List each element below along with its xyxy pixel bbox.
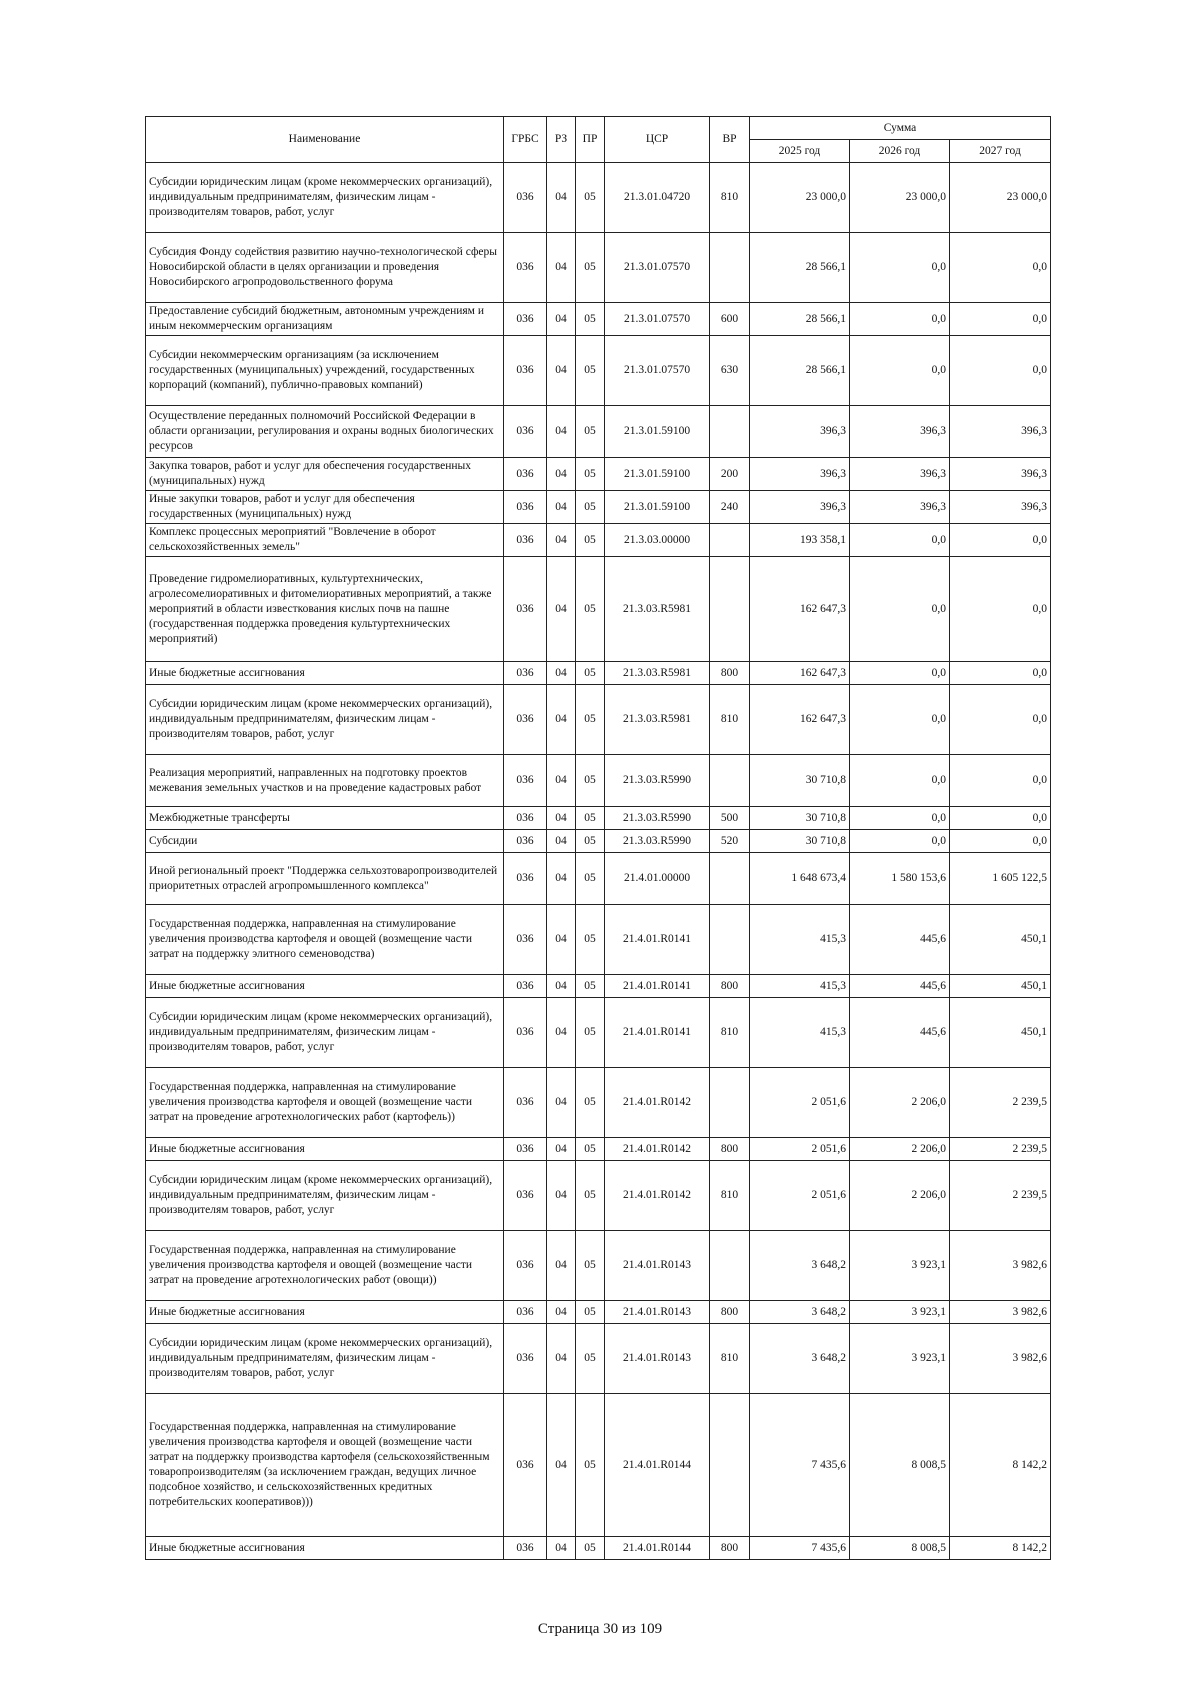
cell-rz: 04 xyxy=(547,406,576,458)
cell-csr: 21.3.03.R5981 xyxy=(605,685,710,755)
cell-y2027: 450,1 xyxy=(950,905,1051,975)
table-row xyxy=(146,975,1051,998)
cell-csr: 21.3.01.04720 xyxy=(605,163,710,233)
cell-y2026: 445,6 xyxy=(850,975,950,998)
cell-y2027: 2 239,5 xyxy=(950,1068,1051,1138)
cell-y2026: 0,0 xyxy=(850,755,950,807)
table-row xyxy=(146,406,1051,458)
cell-grbs: 036 xyxy=(504,163,547,233)
cell-pr: 05 xyxy=(576,1537,605,1560)
cell-y2027: 8 142,2 xyxy=(950,1394,1051,1537)
cell-vr: 800 xyxy=(710,662,750,685)
cell-y2025: 28 566,1 xyxy=(750,336,850,406)
cell-grbs: 036 xyxy=(504,406,547,458)
cell-y2026: 0,0 xyxy=(850,685,950,755)
table-row xyxy=(146,1138,1051,1161)
cell-vr: 810 xyxy=(710,998,750,1068)
cell-csr: 21.3.03.R5981 xyxy=(605,557,710,662)
cell-pr: 05 xyxy=(576,755,605,807)
cell-name: Субсидии юридическим лицам (кроме некоммерческих организаций), индивидуальным предпринимателям, физическим лицам - производителям товаров, работ, услуг xyxy=(146,685,504,755)
cell-y2025: 23 000,0 xyxy=(750,163,850,233)
cell-y2027: 0,0 xyxy=(950,662,1051,685)
cell-vr: 200 xyxy=(710,458,750,491)
cell-vr xyxy=(710,1231,750,1301)
cell-rz: 04 xyxy=(547,491,576,524)
cell-y2026: 0,0 xyxy=(850,557,950,662)
cell-pr: 05 xyxy=(576,1324,605,1394)
cell-y2026: 0,0 xyxy=(850,830,950,853)
cell-y2027: 0,0 xyxy=(950,755,1051,807)
cell-csr: 21.4.01.R0141 xyxy=(605,975,710,998)
cell-rz: 04 xyxy=(547,998,576,1068)
cell-pr: 05 xyxy=(576,830,605,853)
table-row xyxy=(146,853,1051,905)
cell-rz: 04 xyxy=(547,1068,576,1138)
cell-vr xyxy=(710,905,750,975)
cell-y2025: 396,3 xyxy=(750,458,850,491)
table-row xyxy=(146,1394,1051,1537)
cell-name: Государственная поддержка, направленная на стимулирование увеличения производства картофеля и овощей (возмещение части затрат на поддержку производства картофеля (сельскохозяйственным товаропроизводителям (за исключением граждан, ведущих личное подсобное хозяйство, и сельскохозяйственных кредитных потребительских кооперативов))) xyxy=(146,1394,504,1537)
cell-rz: 04 xyxy=(547,1301,576,1324)
cell-name: Закупка товаров, работ и услуг для обеспечения государственных (муниципальных) нужд xyxy=(146,458,504,491)
cell-y2027: 396,3 xyxy=(950,458,1051,491)
cell-y2026: 3 923,1 xyxy=(850,1324,950,1394)
cell-y2027: 450,1 xyxy=(950,975,1051,998)
cell-vr xyxy=(710,524,750,557)
cell-name: Иные бюджетные ассигнования xyxy=(146,1138,504,1161)
cell-vr: 800 xyxy=(710,1537,750,1560)
cell-pr: 05 xyxy=(576,975,605,998)
cell-y2026: 23 000,0 xyxy=(850,163,950,233)
cell-name: Субсидии xyxy=(146,830,504,853)
cell-y2027: 3 982,6 xyxy=(950,1231,1051,1301)
cell-vr: 810 xyxy=(710,685,750,755)
cell-csr: 21.3.01.59100 xyxy=(605,406,710,458)
cell-rz: 04 xyxy=(547,233,576,303)
cell-vr: 520 xyxy=(710,830,750,853)
cell-grbs: 036 xyxy=(504,336,547,406)
cell-name: Иной региональный проект "Поддержка сельхозтоваропроизводителей приоритетных отраслей агропромышленного комплекса" xyxy=(146,853,504,905)
cell-rz: 04 xyxy=(547,830,576,853)
cell-rz: 04 xyxy=(547,685,576,755)
cell-vr xyxy=(710,1394,750,1537)
cell-vr: 810 xyxy=(710,1324,750,1394)
table-row xyxy=(146,685,1051,755)
table-row xyxy=(146,491,1051,524)
cell-csr: 21.4.01.R0141 xyxy=(605,905,710,975)
cell-name: Субсидии юридическим лицам (кроме некоммерческих организаций), индивидуальным предпринимателям, физическим лицам - производителям товаров, работ, услуг xyxy=(146,163,504,233)
cell-y2027: 3 982,6 xyxy=(950,1324,1051,1394)
cell-grbs: 036 xyxy=(504,662,547,685)
cell-csr: 21.4.01.R0142 xyxy=(605,1068,710,1138)
cell-grbs: 036 xyxy=(504,491,547,524)
cell-pr: 05 xyxy=(576,336,605,406)
cell-y2027: 0,0 xyxy=(950,524,1051,557)
cell-name: Осуществление переданных полномочий Российской Федерации в области организации, регулирования и охраны водных биологических ресурсов xyxy=(146,406,504,458)
cell-vr: 800 xyxy=(710,1301,750,1324)
table-row xyxy=(146,233,1051,303)
cell-pr: 05 xyxy=(576,905,605,975)
cell-pr: 05 xyxy=(576,524,605,557)
cell-name: Иные бюджетные ассигнования xyxy=(146,1301,504,1324)
cell-csr: 21.4.01.R0141 xyxy=(605,998,710,1068)
cell-vr: 240 xyxy=(710,491,750,524)
cell-pr: 05 xyxy=(576,458,605,491)
table-row xyxy=(146,1537,1051,1560)
cell-pr: 05 xyxy=(576,491,605,524)
table-row xyxy=(146,303,1051,336)
cell-name: Комплекс процессных мероприятий "Вовлечение в оборот сельскохозяйственных земель" xyxy=(146,524,504,557)
cell-name: Субсидия Фонду содействия развитию научно-технологической сферы Новосибирской области в целях организации и проведения Новосибирского агропродовольственного форума xyxy=(146,233,504,303)
cell-csr: 21.3.01.59100 xyxy=(605,458,710,491)
cell-y2026: 396,3 xyxy=(850,458,950,491)
cell-csr: 21.3.03.R5990 xyxy=(605,807,710,830)
cell-y2025: 3 648,2 xyxy=(750,1301,850,1324)
cell-name: Иные бюджетные ассигнования xyxy=(146,662,504,685)
cell-y2027: 2 239,5 xyxy=(950,1161,1051,1231)
cell-csr: 21.3.01.59100 xyxy=(605,491,710,524)
cell-rz: 04 xyxy=(547,1231,576,1301)
cell-grbs: 036 xyxy=(504,905,547,975)
cell-csr: 21.3.03.00000 xyxy=(605,524,710,557)
cell-vr: 500 xyxy=(710,807,750,830)
cell-y2026: 0,0 xyxy=(850,807,950,830)
cell-vr: 810 xyxy=(710,163,750,233)
table-row xyxy=(146,163,1051,233)
cell-y2025: 162 647,3 xyxy=(750,685,850,755)
cell-y2027: 0,0 xyxy=(950,830,1051,853)
cell-y2027: 0,0 xyxy=(950,233,1051,303)
cell-name: Субсидии юридическим лицам (кроме некоммерческих организаций), индивидуальным предпринимателям, физическим лицам - производителям товаров, работ, услуг xyxy=(146,998,504,1068)
cell-name: Государственная поддержка, направленная на стимулирование увеличения производства картофеля и овощей (возмещение части затрат на поддержку элитного семеноводства) xyxy=(146,905,504,975)
cell-pr: 05 xyxy=(576,557,605,662)
page-number: Страница 30 из 109 xyxy=(537,1621,663,1637)
cell-grbs: 036 xyxy=(504,233,547,303)
cell-name: Субсидии юридическим лицам (кроме некоммерческих организаций), индивидуальным предпринимателям, физическим лицам - производителям товаров, работ, услуг xyxy=(146,1161,504,1231)
cell-pr: 05 xyxy=(576,1161,605,1231)
cell-rz: 04 xyxy=(547,853,576,905)
cell-y2025: 415,3 xyxy=(750,975,850,998)
cell-csr: 21.4.01.R0143 xyxy=(605,1301,710,1324)
cell-grbs: 036 xyxy=(504,303,547,336)
cell-y2025: 28 566,1 xyxy=(750,233,850,303)
cell-y2027: 396,3 xyxy=(950,406,1051,458)
cell-rz: 04 xyxy=(547,458,576,491)
cell-pr: 05 xyxy=(576,1068,605,1138)
cell-rz: 04 xyxy=(547,163,576,233)
cell-y2025: 396,3 xyxy=(750,406,850,458)
cell-rz: 04 xyxy=(547,1161,576,1231)
cell-name: Реализация мероприятий, направленных на подготовку проектов межевания земельных участков и на проведение кадастровых работ xyxy=(146,755,504,807)
cell-y2027: 0,0 xyxy=(950,685,1051,755)
table-row xyxy=(146,755,1051,807)
cell-pr: 05 xyxy=(576,163,605,233)
cell-rz: 04 xyxy=(547,755,576,807)
cell-y2026: 445,6 xyxy=(850,905,950,975)
cell-csr: 21.3.03.R5990 xyxy=(605,830,710,853)
table-row xyxy=(146,1161,1051,1231)
cell-vr: 600 xyxy=(710,303,750,336)
table-row xyxy=(146,1301,1051,1324)
cell-csr: 21.3.03.R5990 xyxy=(605,755,710,807)
table-row xyxy=(146,662,1051,685)
cell-grbs: 036 xyxy=(504,1301,547,1324)
cell-y2026: 8 008,5 xyxy=(850,1394,950,1537)
cell-rz: 04 xyxy=(547,975,576,998)
cell-y2026: 1 580 153,6 xyxy=(850,853,950,905)
cell-csr: 21.3.03.R5981 xyxy=(605,662,710,685)
cell-y2026: 2 206,0 xyxy=(850,1068,950,1138)
cell-name: Субсидии юридическим лицам (кроме некоммерческих организаций), индивидуальным предпринимателям, физическим лицам - производителям товаров, работ, услуг xyxy=(146,1324,504,1394)
cell-y2025: 2 051,6 xyxy=(750,1161,850,1231)
cell-y2026: 8 008,5 xyxy=(850,1537,950,1560)
cell-rz: 04 xyxy=(547,662,576,685)
cell-y2027: 0,0 xyxy=(950,336,1051,406)
cell-y2025: 7 435,6 xyxy=(750,1537,850,1560)
cell-grbs: 036 xyxy=(504,458,547,491)
cell-name: Субсидии некоммерческим организациям (за исключением государственных (муниципальных) учреждений, государственных корпораций (компаний), публично-правовых компаний) xyxy=(146,336,504,406)
cell-grbs: 036 xyxy=(504,1537,547,1560)
cell-rz: 04 xyxy=(547,336,576,406)
cell-vr: 800 xyxy=(710,975,750,998)
cell-grbs: 036 xyxy=(504,1068,547,1138)
cell-name: Межбюджетные трансферты xyxy=(146,807,504,830)
cell-y2025: 2 051,6 xyxy=(750,1068,850,1138)
cell-y2025: 162 647,3 xyxy=(750,557,850,662)
header-name: Наименование xyxy=(146,117,504,163)
cell-y2027: 396,3 xyxy=(950,491,1051,524)
cell-vr: 630 xyxy=(710,336,750,406)
cell-grbs: 036 xyxy=(504,975,547,998)
table-body xyxy=(146,163,1051,1560)
cell-y2026: 445,6 xyxy=(850,998,950,1068)
cell-rz: 04 xyxy=(547,1324,576,1394)
cell-grbs: 036 xyxy=(504,1161,547,1231)
table-row xyxy=(146,905,1051,975)
cell-pr: 05 xyxy=(576,1394,605,1537)
cell-pr: 05 xyxy=(576,1301,605,1324)
cell-pr: 05 xyxy=(576,685,605,755)
cell-grbs: 036 xyxy=(504,1394,547,1537)
header-year-2026: 2026 год xyxy=(850,140,950,163)
cell-y2026: 2 206,0 xyxy=(850,1138,950,1161)
cell-y2025: 30 710,8 xyxy=(750,830,850,853)
cell-csr: 21.3.01.07570 xyxy=(605,336,710,406)
cell-y2027: 0,0 xyxy=(950,557,1051,662)
cell-y2027: 0,0 xyxy=(950,303,1051,336)
header-rz: РЗ xyxy=(547,117,576,163)
cell-vr xyxy=(710,557,750,662)
header-vr: ВР xyxy=(710,117,750,163)
cell-pr: 05 xyxy=(576,303,605,336)
table-row xyxy=(146,1068,1051,1138)
cell-vr xyxy=(710,853,750,905)
cell-csr: 21.4.01.R0143 xyxy=(605,1324,710,1394)
header-sum: Сумма xyxy=(750,117,1051,140)
cell-grbs: 036 xyxy=(504,524,547,557)
cell-y2027: 8 142,2 xyxy=(950,1537,1051,1560)
cell-y2025: 3 648,2 xyxy=(750,1324,850,1394)
cell-vr: 800 xyxy=(710,1138,750,1161)
cell-name: Государственная поддержка, направленная на стимулирование увеличения производства картофеля и овощей (возмещение части затрат на проведение агротехнологических работ (овощи)) xyxy=(146,1231,504,1301)
cell-grbs: 036 xyxy=(504,998,547,1068)
cell-csr: 21.4.01.R0142 xyxy=(605,1161,710,1231)
cell-csr: 21.4.01.R0144 xyxy=(605,1537,710,1560)
header-csr: ЦСР xyxy=(605,117,710,163)
cell-pr: 05 xyxy=(576,662,605,685)
cell-pr: 05 xyxy=(576,1231,605,1301)
cell-csr: 21.4.01.R0142 xyxy=(605,1138,710,1161)
cell-rz: 04 xyxy=(547,557,576,662)
table-header xyxy=(146,117,1051,163)
table-row xyxy=(146,458,1051,491)
cell-y2025: 7 435,6 xyxy=(750,1394,850,1537)
cell-name: Иные бюджетные ассигнования xyxy=(146,1537,504,1560)
cell-y2025: 28 566,1 xyxy=(750,303,850,336)
table-row xyxy=(146,807,1051,830)
cell-y2027: 23 000,0 xyxy=(950,163,1051,233)
cell-grbs: 036 xyxy=(504,557,547,662)
cell-pr: 05 xyxy=(576,807,605,830)
header-pr: ПР xyxy=(576,117,605,163)
header-grbs: ГРБС xyxy=(504,117,547,163)
cell-y2025: 415,3 xyxy=(750,905,850,975)
cell-y2025: 162 647,3 xyxy=(750,662,850,685)
table-row xyxy=(146,557,1051,662)
table-row xyxy=(146,830,1051,853)
cell-vr: 810 xyxy=(710,1161,750,1231)
cell-y2026: 396,3 xyxy=(850,406,950,458)
cell-pr: 05 xyxy=(576,406,605,458)
header-year-2027: 2027 год xyxy=(950,140,1051,163)
cell-rz: 04 xyxy=(547,1537,576,1560)
cell-y2027: 450,1 xyxy=(950,998,1051,1068)
cell-y2026: 2 206,0 xyxy=(850,1161,950,1231)
cell-pr: 05 xyxy=(576,1138,605,1161)
budget-table xyxy=(145,116,1051,1560)
cell-rz: 04 xyxy=(547,303,576,336)
cell-name: Иные бюджетные ассигнования xyxy=(146,975,504,998)
cell-grbs: 036 xyxy=(504,830,547,853)
cell-grbs: 036 xyxy=(504,755,547,807)
cell-csr: 21.4.01.00000 xyxy=(605,853,710,905)
cell-vr xyxy=(710,233,750,303)
cell-y2025: 396,3 xyxy=(750,491,850,524)
cell-y2026: 0,0 xyxy=(850,662,950,685)
cell-grbs: 036 xyxy=(504,1231,547,1301)
cell-y2025: 1 648 673,4 xyxy=(750,853,850,905)
cell-y2026: 0,0 xyxy=(850,336,950,406)
cell-grbs: 036 xyxy=(504,685,547,755)
cell-csr: 21.3.01.07570 xyxy=(605,233,710,303)
cell-rz: 04 xyxy=(547,807,576,830)
cell-pr: 05 xyxy=(576,998,605,1068)
cell-rz: 04 xyxy=(547,905,576,975)
cell-vr xyxy=(710,755,750,807)
cell-grbs: 036 xyxy=(504,1138,547,1161)
cell-y2027: 3 982,6 xyxy=(950,1301,1051,1324)
cell-y2025: 30 710,8 xyxy=(750,755,850,807)
cell-y2026: 0,0 xyxy=(850,233,950,303)
cell-y2027: 1 605 122,5 xyxy=(950,853,1051,905)
cell-y2026: 3 923,1 xyxy=(850,1301,950,1324)
table-row xyxy=(146,998,1051,1068)
cell-grbs: 036 xyxy=(504,1324,547,1394)
cell-y2025: 193 358,1 xyxy=(750,524,850,557)
cell-y2025: 30 710,8 xyxy=(750,807,850,830)
cell-y2025: 415,3 xyxy=(750,998,850,1068)
cell-csr: 21.4.01.R0144 xyxy=(605,1394,710,1537)
cell-y2027: 0,0 xyxy=(950,807,1051,830)
cell-y2025: 2 051,6 xyxy=(750,1138,850,1161)
cell-y2026: 0,0 xyxy=(850,524,950,557)
cell-vr xyxy=(710,406,750,458)
table-row xyxy=(146,524,1051,557)
cell-y2025: 3 648,2 xyxy=(750,1231,850,1301)
cell-csr: 21.3.01.07570 xyxy=(605,303,710,336)
cell-csr: 21.4.01.R0143 xyxy=(605,1231,710,1301)
cell-vr xyxy=(710,1068,750,1138)
table-row xyxy=(146,1324,1051,1394)
cell-rz: 04 xyxy=(547,1138,576,1161)
cell-rz: 04 xyxy=(547,1394,576,1537)
cell-grbs: 036 xyxy=(504,853,547,905)
cell-y2026: 3 923,1 xyxy=(850,1231,950,1301)
cell-name: Государственная поддержка, направленная на стимулирование увеличения производства картофеля и овощей (возмещение части затрат на проведение агротехнологических работ (картофель)) xyxy=(146,1068,504,1138)
cell-name: Предоставление субсидий бюджетным, автономным учреждениям и иным некоммерческим организациям xyxy=(146,303,504,336)
cell-y2026: 0,0 xyxy=(850,303,950,336)
table-row xyxy=(146,336,1051,406)
cell-name: Иные закупки товаров, работ и услуг для обеспечения государственных (муниципальных) нужд xyxy=(146,491,504,524)
cell-rz: 04 xyxy=(547,524,576,557)
cell-y2027: 2 239,5 xyxy=(950,1138,1051,1161)
header-year-2025: 2025 год xyxy=(750,140,850,163)
cell-pr: 05 xyxy=(576,233,605,303)
cell-grbs: 036 xyxy=(504,807,547,830)
cell-pr: 05 xyxy=(576,853,605,905)
cell-y2026: 396,3 xyxy=(850,491,950,524)
cell-name: Проведение гидромелиоративных, культуртехнических, агролесомелиоративных и фитомелиоративных мероприятий, а также мероприятий в области известкования кислых почв на пашне (государственная поддержка проведения культуртехнических мероприятий) xyxy=(146,557,504,662)
table-row xyxy=(146,1231,1051,1301)
